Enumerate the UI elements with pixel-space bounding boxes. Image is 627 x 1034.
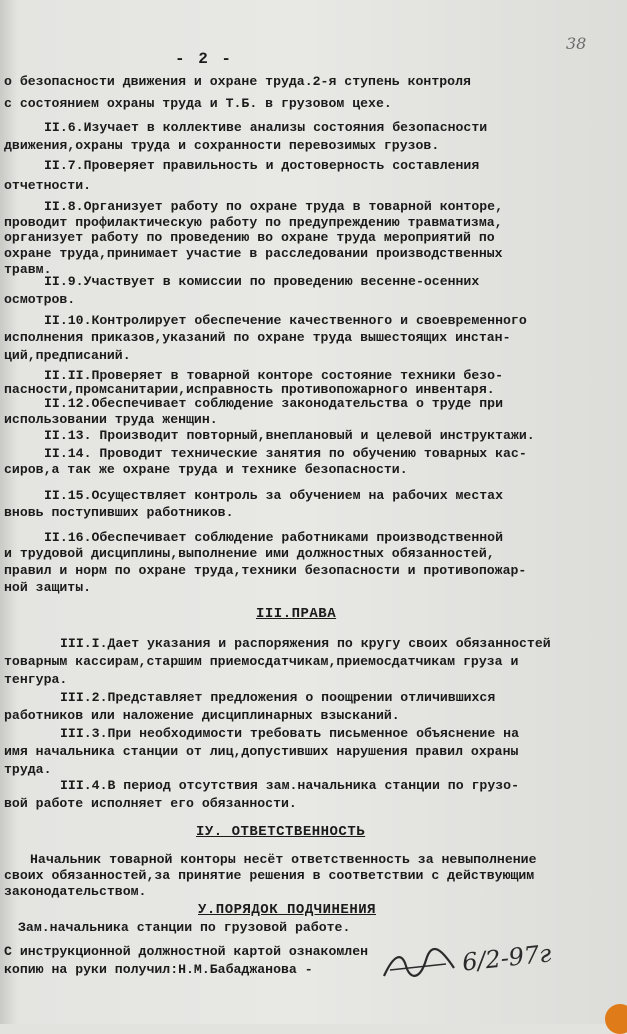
- corner-badge-icon: [605, 1004, 627, 1034]
- text-line: сиров,а так же охране труда и технике безопасности.: [4, 462, 408, 477]
- text-line: организует работу по проведению во охране труда мероприятий по: [4, 230, 495, 245]
- text-line: законодательством.: [4, 884, 147, 899]
- signature-date: 6/2-97г: [460, 939, 553, 977]
- text-line: отчетности.: [4, 178, 92, 193]
- text-line: II.II.Проверяет в товарной конторе состояние техники безо-: [44, 368, 503, 383]
- acknowledgement-line: копию на руки получил:Н.М.Бабаджанова -: [4, 962, 313, 977]
- text-line: II.9.Участвует в комиссии по проведению весенне-осенних: [44, 274, 480, 289]
- text-line: имя начальника станции от лиц,допустивших нарушения правил охраны: [4, 744, 519, 759]
- text-line: правил и норм по охране труда,техники безопасности и противопожар-: [4, 563, 527, 578]
- text-line: вновь поступивших работников.: [4, 505, 234, 520]
- text-line: II.12.Обеспечивает соблюдение законодательства о труде при: [44, 396, 503, 411]
- text-line: и трудовой дисциплины,выполнение ими должностных обязанностей,: [4, 546, 495, 561]
- text-line: исполнения приказов,указаний по охране труда вышестоящих инстан-: [4, 330, 511, 345]
- section-heading-rights: III.ПРАВА: [256, 606, 337, 622]
- page-number: - 2 -: [175, 50, 234, 68]
- text-line: II.16.Обеспечивает соблюдение работниками производственной: [44, 530, 503, 545]
- text-line: II.10.Контролирует обеспечение качественного и своевременного: [44, 313, 527, 328]
- text-line: товарным кассирам,старшим приемосдатчикам,приемосдатчикам груза и: [4, 654, 519, 669]
- acknowledgement-line: С инструкционной должностной картой ознакомлен: [4, 944, 369, 959]
- text-line: работников или наложение дисциплинарных взысканий.: [4, 708, 400, 723]
- text-line: осмотров.: [4, 292, 76, 307]
- text-line: травм.: [4, 262, 52, 277]
- text-line: проводит профилактическую работу по предупреждению травматизма,: [4, 215, 503, 230]
- text-line: использовании труда женщин.: [4, 412, 218, 427]
- text-line: с состоянием охраны труда и Т.Б. в грузовом цехе.: [4, 96, 392, 111]
- text-line: III.4.В период отсутствия зам.начальника станции по грузо-: [60, 778, 519, 793]
- text-line: III.3.При необходимости требовать письменное объяснение на: [60, 726, 519, 741]
- text-line: о безопасности движения и охране труда.2-я ступень контроля: [4, 74, 471, 89]
- text-line: Начальник товарной конторы несёт ответственность за невыполнение: [30, 852, 537, 867]
- text-line: II.7.Проверяет правильность и достоверность составления: [44, 158, 480, 173]
- text-line: пасности,промсанитарии,исправность противопожарного инвентаря.: [4, 382, 495, 397]
- text-line: охране труда,принимает участие в расследовании производственных: [4, 246, 503, 261]
- text-line: II.13. Производит повторный,внеплановый и целевой инструктажи.: [44, 428, 535, 443]
- text-line: II.14. Проводит технические занятия по обучению товарных кас-: [44, 446, 527, 461]
- section-heading-subordination: У.ПОРЯДОК ПОДЧИНЕНИЯ: [198, 902, 377, 918]
- text-line: труда.: [4, 762, 52, 777]
- text-line: III.I.Дает указания и распоряжения по кругу своих обязанностей: [60, 636, 551, 651]
- text-line: тенгура.: [4, 672, 68, 687]
- text-line: движения,охраны труда и сохранности перевозимых грузов.: [4, 138, 440, 153]
- section-heading-responsibility: IУ. ОТВЕТСТВЕННОСТЬ: [196, 824, 366, 840]
- text-line: II.8.Организует работу по охране труда в товарной конторе,: [44, 199, 503, 214]
- signature-icon: [380, 946, 458, 986]
- text-line: ной защиты.: [4, 580, 92, 595]
- text-line: ций,предписаний.: [4, 348, 131, 363]
- text-line: своих обязанностей,за принятие решения в соответствии с действующим: [4, 868, 535, 883]
- archive-number: 38: [566, 34, 587, 53]
- text-line: вой работе исполняет его обязанности.: [4, 796, 297, 811]
- text-line: Зам.начальника станции по грузовой работе.: [18, 920, 351, 935]
- text-line: III.2.Представляет предложения о поощрении отличившихся: [60, 690, 496, 705]
- text-line: II.15.Осуществляет контроль за обучением на рабочих местах: [44, 488, 503, 503]
- text-line: II.6.Изучает в коллективе анализы состояния безопасности: [44, 120, 488, 135]
